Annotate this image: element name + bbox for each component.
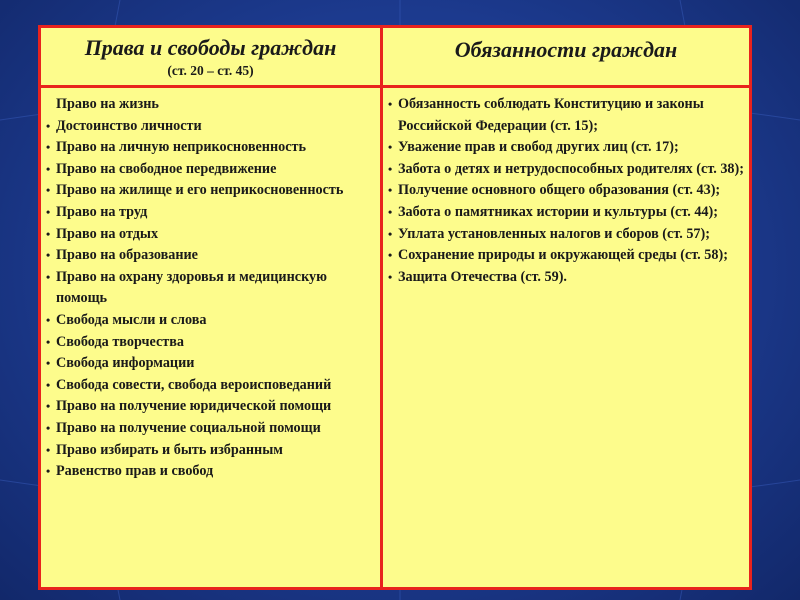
duties-list-item-text: Уплата установленных налогов и сборов (ст. 57);: [398, 225, 710, 242]
rights-list-item: [44, 159, 376, 181]
duties-list-item: [386, 267, 745, 289]
bullet-icon: •: [388, 161, 393, 176]
duties-list-item-text: Сохранение природы и окружающей среды (ст. 58);: [398, 247, 728, 264]
rights-list-item: [44, 353, 376, 375]
bullet-icon: •: [388, 97, 393, 111]
duties-list-item-text: Получение основного общего образования (ст. 43);: [398, 182, 721, 199]
bullet-icon: •: [46, 118, 51, 133]
rights-list-item-text: Право на получение юридической помощи: [56, 398, 332, 415]
duties-list-item: [386, 137, 745, 159]
bullet-icon: •: [46, 183, 51, 198]
bullet-icon: •: [46, 442, 51, 457]
rights-list-item: [44, 202, 376, 224]
rights-list-item-text: Свобода совести, свобода вероисповеданий: [56, 376, 332, 393]
duties-list-item-text: Забота о памятниках истории и культуры (ст. 44);: [398, 203, 718, 220]
rights-list-item-text: Право избирать и быть избранным: [56, 441, 283, 458]
rights-list-item: [44, 332, 376, 354]
rights-list-item-text: Право на охрану здоровья и медицинскую помощь: [56, 268, 327, 307]
rights-list-item-text: Свобода творчества: [56, 333, 184, 350]
bullet-icon: •: [46, 269, 51, 284]
rights-list-item-text: Право на жизнь: [56, 96, 159, 112]
rights-list-item-text: Право на свободное передвижение: [56, 160, 277, 177]
rights-list-item: [44, 375, 376, 397]
rights-list-item: [44, 137, 376, 159]
table-body-row: [40, 87, 751, 589]
duties-header-title: Обязанности граждан: [454, 36, 678, 62]
rights-list-item: [44, 116, 376, 138]
duties-list-cell: [382, 87, 751, 589]
rights-duties-table: [38, 25, 752, 590]
rights-list-item-text: Право на жилище и его неприкосновенность: [56, 182, 344, 199]
rights-list-item-text: Право на образование: [56, 247, 198, 264]
rights-list-cell: [40, 87, 382, 589]
bullet-icon: •: [388, 248, 393, 263]
duties-list-item-text: Забота о детях и нетрудоспособных родителях (ст. 38);: [398, 160, 744, 177]
bullet-icon: •: [46, 140, 51, 155]
bullet-icon: •: [46, 226, 51, 241]
rights-list-item: [44, 245, 376, 267]
rights-list-item-text: Достоинство личности: [56, 117, 202, 134]
rights-list-item-text: Право на получение социальной помощи: [56, 419, 321, 436]
bullet-icon: •: [46, 464, 51, 479]
rights-header-cell: [40, 27, 382, 87]
duties-list: [386, 94, 745, 288]
bullet-icon: •: [46, 334, 51, 349]
duties-list-item-text: Уважение прав и свобод других лиц (ст. 17);: [398, 139, 679, 156]
bullet-icon: •: [46, 204, 51, 219]
rights-list-item: [44, 94, 376, 116]
bullet-icon: •: [46, 161, 51, 176]
rights-list-item: [44, 396, 376, 418]
bullet-icon: •: [46, 248, 51, 263]
duties-list-item: [386, 159, 745, 181]
rights-list-item: [44, 310, 376, 332]
duties-list-item: [386, 180, 745, 202]
duties-list-item: [386, 94, 745, 137]
rights-list-item-text: Свобода информации: [56, 355, 195, 372]
rights-list-item: [44, 180, 376, 202]
rights-list: [44, 94, 376, 483]
rights-list-item: [44, 224, 376, 246]
bullet-icon: •: [388, 226, 393, 241]
rights-list-item-text: Право на отдых: [56, 225, 159, 242]
rights-list-item-text: Свобода мысли и слова: [56, 311, 207, 328]
duties-list-item: [386, 245, 745, 267]
duties-list-item-text: Обязанность соблюдать Конституцию и законы Российской Федерации (ст. 15);: [398, 96, 704, 134]
rights-list-item-text: Право на труд: [56, 203, 148, 220]
bullet-icon: •: [46, 312, 51, 327]
rights-list-item: [44, 461, 376, 483]
rights-list-item-text: Право на личную неприкосновенность: [56, 139, 307, 156]
bullet-icon: •: [46, 420, 51, 435]
bullet-icon: •: [46, 356, 51, 371]
rights-header-subtitle: (ст. 20 – ст. 45): [167, 63, 254, 78]
rights-header-title: Права и свободы граждан: [84, 35, 337, 60]
duties-list-item: [386, 224, 745, 246]
bullet-icon: •: [388, 183, 393, 198]
duties-header-cell: [382, 27, 751, 87]
table-header-row: [40, 27, 751, 87]
bullet-icon: •: [388, 204, 393, 219]
bullet-icon: •: [46, 399, 51, 414]
rights-list-item: [44, 267, 376, 310]
duties-list-item-text: Защита Отечества (ст. 59).: [398, 268, 567, 285]
duties-list-item: [386, 202, 745, 224]
rights-list-item: [44, 418, 376, 440]
rights-list-item-text: Равенство прав и свобод: [56, 463, 214, 480]
bullet-icon: •: [46, 377, 51, 392]
bullet-icon: •: [388, 269, 393, 284]
rights-list-item: [44, 440, 376, 462]
bullet-icon: •: [388, 140, 393, 155]
